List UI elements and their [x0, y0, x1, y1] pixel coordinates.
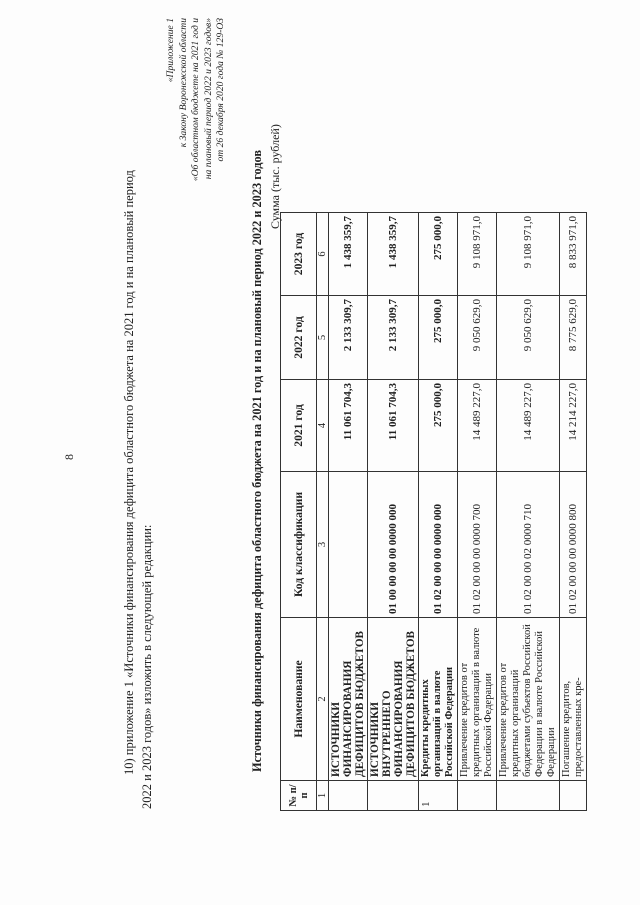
row-2022: 8 775 629,0 [560, 296, 587, 380]
header-2023: 2023 год [281, 213, 317, 296]
row-no [560, 781, 587, 811]
row-code: 01 02 00 00 00 0000 000 [419, 472, 458, 618]
appendix-reference [165, 18, 228, 181]
row-2023: 275 000,0 [419, 213, 458, 296]
table-header-row [281, 213, 317, 811]
row-no [329, 781, 368, 811]
row-2021: 14 489 227,0 [497, 380, 560, 472]
column-index: 1 [317, 781, 329, 811]
column-index: 2 [317, 618, 329, 781]
row-code: 01 02 00 00 00 0000 700 [458, 472, 497, 618]
row-2021: 11 061 704,3 [329, 380, 368, 472]
row-2023: 1 438 359,7 [329, 213, 368, 296]
row-2022: 9 050 629,0 [497, 296, 560, 380]
header-name: Наименование [281, 618, 317, 781]
appendix-line: «Приложение 1 [165, 18, 176, 83]
header-code: Код классификации [281, 472, 317, 618]
row-code [329, 472, 368, 618]
row-2021: 14 214 227,0 [560, 380, 587, 472]
row-name: Кредиты кредитных организаций в валюте Российской Федерации [419, 618, 458, 781]
row-2023: 1 438 359,7 [368, 213, 419, 296]
row-name: Привлечение кредитов от кредитных организаций в валюте Российской Федерации [458, 618, 497, 781]
row-2022: 2 133 309,7 [368, 296, 419, 380]
column-index: 5 [317, 296, 329, 380]
row-name: ИСТОЧНИКИ ФИНАНСИРОВАНИЯ ДЕФИЦИТОВ БЮДЖЕТОВ [329, 618, 368, 781]
header-2021: 2021 год [281, 380, 317, 472]
row-2023: 9 108 971,0 [497, 213, 560, 296]
table-row [560, 213, 587, 811]
table-title: Источники финансирования дефицита областного бюджета на 2021 год и на плановый период 2022 и 2023 годов [250, 150, 264, 772]
row-no [458, 781, 497, 811]
table-row [419, 213, 458, 811]
table-row [368, 213, 419, 811]
header-2022: 2022 год [281, 296, 317, 380]
appendix-line: «Об областном бюджете на 2021 год и [190, 18, 202, 182]
row-2023: 8 833 971,0 [560, 213, 587, 296]
financing-table [280, 212, 587, 811]
row-2021: 275 000,0 [419, 380, 458, 472]
appendix-line: к Закону Воронежской области [177, 18, 189, 148]
intro-line-2: 2022 и 2023 годов» изложить в следующей редакции: [140, 524, 154, 809]
row-2021: 11 061 704,3 [368, 380, 419, 472]
table-row [329, 213, 368, 811]
row-2022: 275 000,0 [419, 296, 458, 380]
column-index: 6 [317, 213, 329, 296]
column-index: 3 [317, 472, 329, 618]
appendix-line: от 26 декабря 2020 года № 129-ОЗ [215, 18, 227, 162]
row-2023: 9 108 971,0 [458, 213, 497, 296]
row-2021: 14 489 227,0 [458, 380, 497, 472]
row-name: ИСТОЧНИКИ ВНУТРЕННЕГО ФИНАНСИРОВАНИЯ ДЕФИЦИТОВ БЮДЖЕТОВ [368, 618, 419, 781]
row-code: 01 00 00 00 00 0000 000 [368, 472, 419, 618]
row-no [497, 781, 560, 811]
row-no: 1 [419, 781, 458, 811]
column-index: 4 [317, 380, 329, 472]
row-code: 01 02 00 00 00 0000 800 [560, 472, 587, 618]
column-index-row [317, 213, 329, 811]
units-label: Сумма (тыс. рублей) [268, 124, 282, 229]
row-2022: 2 133 309,7 [329, 296, 368, 380]
table-row [458, 213, 497, 811]
intro-line-1: 10) приложение 1 «Источники финансирования дефицита областного бюджета на 2021 год и на плановый период [122, 170, 136, 775]
row-no [368, 781, 419, 811]
row-2022: 9 050 629,0 [458, 296, 497, 380]
row-code: 01 02 00 00 02 0000 710 [497, 472, 560, 618]
header-no: № п/п [281, 781, 317, 811]
page-number: 8 [62, 454, 76, 460]
appendix-line: на плановый период 2022 и 2023 годов» [202, 18, 214, 180]
table-row [497, 213, 560, 811]
row-name: Привлечение кредитов от кредитных организаций бюджетами субъектов Российской Федерации в валюте Российской Федерации [497, 618, 560, 781]
row-name: Погашение кредитов, предоставленных кре- [560, 618, 587, 781]
